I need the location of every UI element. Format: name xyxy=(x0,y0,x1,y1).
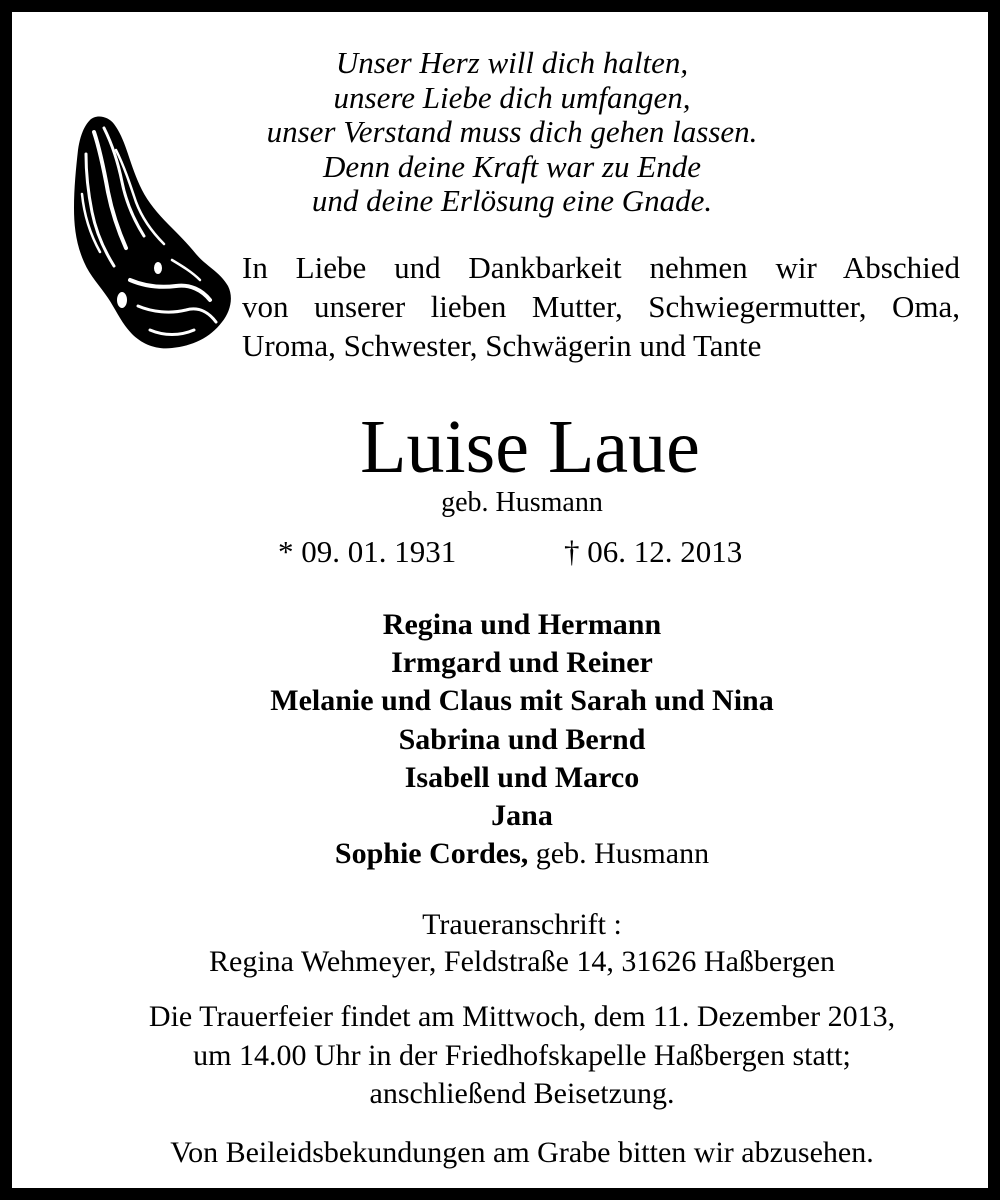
mourner-maiden-name: geb. Husmann xyxy=(535,837,710,871)
funeral-line: anschließend Beisetzung. xyxy=(369,1077,675,1110)
praying-hands-icon xyxy=(60,110,236,366)
death-date: † 06. 12. 2013 xyxy=(564,534,743,569)
mourner-line: Isabell und Marco xyxy=(404,760,640,794)
mourner-line-last xyxy=(12,835,988,873)
intro-line: Uroma, Schwester, Schwägerin und Tante xyxy=(242,328,762,363)
mourners-list xyxy=(12,606,988,873)
address-label: Traueranschrift : xyxy=(422,908,622,941)
mourner-line: Jana xyxy=(491,799,553,833)
mourner-line: Sabrina und Bernd xyxy=(398,722,646,756)
mourner-line: Irmgard und Reiner xyxy=(391,646,653,680)
mourning-address xyxy=(12,906,988,980)
obituary-notice xyxy=(12,12,988,1188)
poem-line: unser Verstand muss dich gehen lassen. xyxy=(266,114,758,149)
poem-line: und deine Erlösung eine Gnade. xyxy=(311,183,713,218)
funeral-line: um 14.00 Uhr in der Friedhofskapelle Haßbergen statt; xyxy=(193,1038,851,1072)
closing-note: Von Beileidsbekundungen am Grabe bitten wir abzusehen. xyxy=(170,1136,874,1169)
poem-line: unsere Liebe dich umfangen, xyxy=(333,79,691,115)
intro-line: von unserer lieben Mutter, Schwiegermutter, Oma, xyxy=(242,289,960,324)
funeral-info xyxy=(12,998,988,1114)
mourner-line: Regina und Hermann xyxy=(382,608,662,641)
poem-line: Denn deine Kraft war zu Ende xyxy=(323,148,701,184)
mourner-name: Sophie Cordes, xyxy=(334,837,529,871)
life-dates xyxy=(278,532,778,572)
maiden-name: geb. Husmann xyxy=(441,487,603,518)
poem-line: Unser Herz will dich halten, xyxy=(335,45,689,80)
intro-text xyxy=(242,248,960,365)
birth-date: * 09. 01. 1931 xyxy=(278,534,457,569)
intro-line: In Liebe und Dankbarkeit nehmen wir Abschied xyxy=(242,250,960,285)
deceased-name: Luise Laue xyxy=(360,405,700,489)
funeral-line: Die Trauerfeier findet am Mittwoch, dem 11. Dezember 2013, xyxy=(148,1000,896,1033)
address-line: Regina Wehmeyer, Feldstraße 14, 31626 Haßbergen xyxy=(209,945,835,978)
mourner-line: Melanie und Claus mit Sarah und Nina xyxy=(270,684,774,718)
